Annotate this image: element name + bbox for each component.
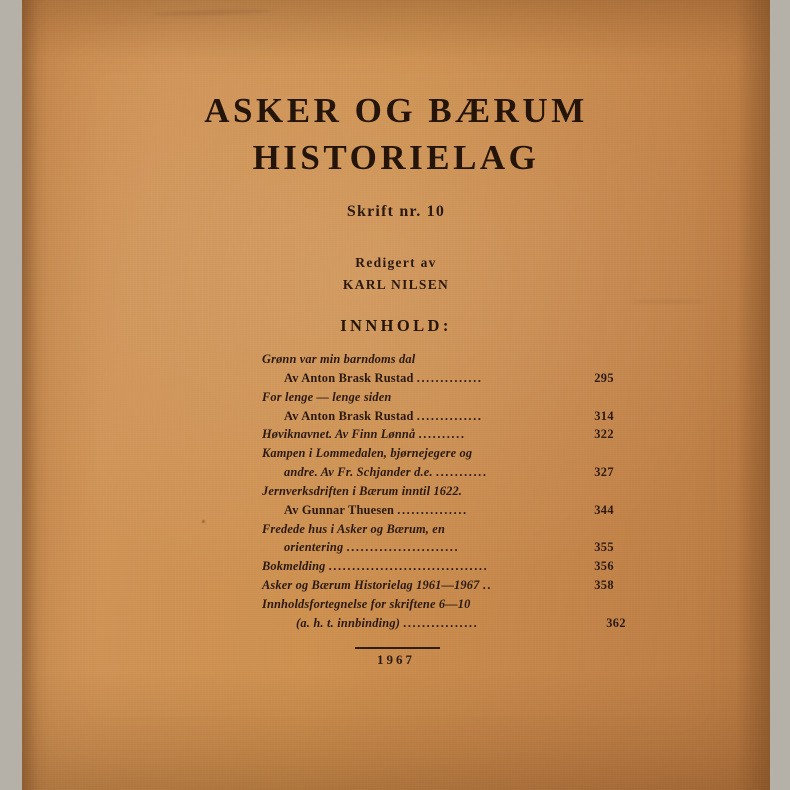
toc-leader-dots: .. bbox=[482, 578, 492, 593]
toc-entry-author-line bbox=[262, 369, 614, 388]
book-cover bbox=[22, 0, 770, 790]
toc-entry-author: Av Gunnar Thuesen bbox=[284, 502, 395, 517]
toc-entry-author-line bbox=[262, 463, 614, 482]
toc-entry-title: Jernverksdriften i Bærum inntil 1622. bbox=[262, 483, 463, 498]
toc-leader-dots: ................ bbox=[403, 615, 479, 630]
toc-entry-author: orientering bbox=[284, 540, 344, 555]
toc-entry-author-line bbox=[262, 407, 614, 426]
toc-entry bbox=[262, 520, 614, 558]
toc-entry-author: andre. Av Fr. Schjander d.e. bbox=[284, 465, 433, 480]
toc-entry bbox=[262, 595, 626, 633]
toc-entry-author-line bbox=[262, 538, 614, 557]
toc-entry-author: Av Anton Brask Rustad bbox=[284, 370, 414, 385]
table-of-contents bbox=[262, 350, 626, 633]
publication-year: 1967 bbox=[377, 652, 415, 667]
toc-entry-author: (a. h. t. innbinding) bbox=[296, 615, 401, 630]
editor-label: Redigert av bbox=[355, 255, 437, 270]
toc-entry-page: 322 bbox=[594, 427, 614, 442]
toc-leader-dots: .............. bbox=[416, 408, 483, 423]
toc-leader-dots: .......... bbox=[418, 427, 466, 442]
toc-entry-page: 295 bbox=[594, 370, 614, 385]
toc-entry bbox=[262, 557, 614, 576]
toc-entry-page: 355 bbox=[594, 540, 614, 555]
toc-entry-title: Innholdsfortegnelse for skriftene 6—10 bbox=[262, 596, 471, 611]
toc-entry-author-line bbox=[262, 501, 614, 520]
toc-entry bbox=[262, 444, 614, 482]
toc-entry-title bbox=[262, 427, 419, 441]
toc-leader-dots: .............. bbox=[416, 370, 483, 385]
divider-rule bbox=[355, 647, 440, 649]
toc-entry-title: Bokmelding bbox=[262, 559, 326, 574]
toc-leader-dots: .................................. bbox=[328, 559, 489, 574]
toc-entry-title: Fredede hus i Asker og Bærum, en bbox=[262, 521, 445, 536]
toc-leader-dots: ........... bbox=[435, 465, 488, 480]
toc-entry bbox=[262, 425, 614, 444]
toc-entry bbox=[262, 350, 614, 388]
toc-entry-title: For lenge — lenge siden bbox=[262, 389, 392, 404]
toc-entry-page: 327 bbox=[594, 465, 614, 480]
toc-entry-page: 356 bbox=[594, 559, 614, 574]
contents-heading: INNHOLD: bbox=[340, 316, 452, 335]
toc-entry-page: 362 bbox=[606, 615, 626, 630]
toc-entry bbox=[262, 482, 614, 520]
toc-leader-dots: ............... bbox=[397, 502, 468, 517]
toc-entry-title: Asker og Bærum Historielag 1961—1967 bbox=[262, 578, 480, 593]
toc-entry bbox=[262, 576, 614, 595]
toc-entry-author-line bbox=[262, 614, 626, 633]
toc-entry-title-text: Høviknavnet. Av Finn Lønnå bbox=[262, 427, 416, 442]
toc-entry-author: Av Anton Brask Rustad bbox=[284, 408, 414, 423]
cover-title-line-1: ASKER OG BÆRUM bbox=[204, 91, 588, 130]
cover-title bbox=[22, 88, 770, 182]
cover-subtitle: Skrift nr. 10 bbox=[346, 203, 446, 220]
toc-entry-title: Grønn var min barndoms dal bbox=[262, 352, 416, 366]
editor-name: KARL NILSEN bbox=[342, 277, 450, 293]
toc-entry bbox=[262, 388, 614, 426]
toc-entry-page: 358 bbox=[594, 578, 614, 593]
toc-entry-page: 344 bbox=[594, 502, 614, 517]
toc-leader-dots: ........................ bbox=[346, 540, 460, 555]
cover-content bbox=[22, 0, 770, 790]
editor-block bbox=[22, 252, 770, 297]
toc-entry-page: 314 bbox=[594, 408, 614, 423]
cover-title-line-2: HISTORIELAG bbox=[252, 137, 540, 177]
toc-entry-title: Kampen i Lommedalen, bjørnejegere og bbox=[262, 446, 473, 461]
